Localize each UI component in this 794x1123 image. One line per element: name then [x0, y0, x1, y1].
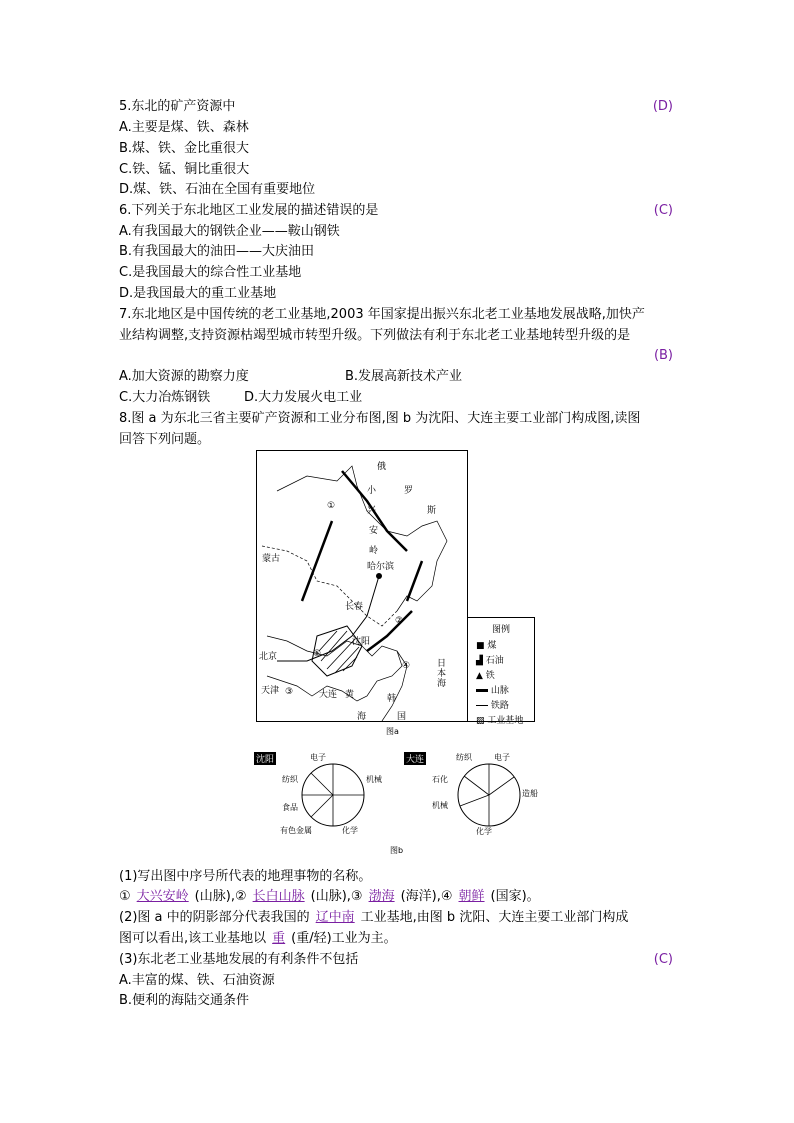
sub3-option-b: B.便利的海陆交通条件 [119, 993, 250, 1008]
pie-dalian-label-textile: 纺织 [456, 753, 472, 762]
legend-mountain [476, 683, 534, 696]
sub3-answer: (C) [653, 952, 673, 967]
legend-title: 图例 [491, 625, 510, 635]
legend-base: ▨ 工业基地 [476, 716, 524, 726]
sub1-answer-2: 长白山脉 [252, 889, 305, 904]
map-legend [467, 617, 535, 726]
map-label-korea: 韩 [387, 694, 397, 704]
mountain-4 [367, 611, 412, 651]
q7-stem-line2: 业结构调整,支持资源枯竭型城市转型升级。下列做法有利于东北老工业基地转型升级的是 [119, 328, 631, 343]
q5-option-b: B.煤、铁、金比重很大 [119, 141, 250, 156]
q7-option-a: A.加大资源的勘察力度 [119, 369, 249, 384]
q5-option-a: A.主要是煤、铁、森林 [119, 120, 249, 135]
legend-iron-label: 铁 [485, 671, 495, 681]
map-label-xiao3: 安 [369, 526, 379, 536]
sub2-answer-1: 辽中南 [315, 910, 355, 925]
pie-shenyang-title: 沈阳 [254, 752, 276, 765]
legend-iron: ▲ 铁 [476, 671, 495, 681]
q5-answer: (D) [652, 99, 673, 114]
map-number-3: ③ [285, 687, 294, 697]
map-number-5: ⑤ [313, 649, 322, 659]
pie-shenyang-label-electronics: 电子 [310, 753, 326, 762]
q5-option-c: C.铁、锰、铜比重很大 [119, 162, 250, 177]
legend-coal-label: 煤 [487, 641, 497, 651]
pie-shenyang [300, 762, 366, 828]
q5-option-d: D.煤、铁、石油在全国有重要地位 [119, 182, 316, 197]
sub2-line2-post: (重/轻)工业为主。 [291, 931, 397, 946]
map-label-dalian: 大连 [319, 690, 338, 700]
sub2-mid: 工业基地,由图 b 沈阳、大连主要工业部门构成 [360, 910, 629, 925]
map-number-4: ④ [402, 661, 411, 671]
q7-answer: (B) [653, 348, 673, 363]
legend-coal: ■ 煤 [476, 641, 497, 651]
legend-railway-label: 铁路 [490, 701, 509, 711]
sub3-stem: (3)东北老工业基地发展的有利条件不包括 [119, 952, 359, 967]
sub2-line2-pre: 图可以看出,该工业基地以 [119, 931, 267, 946]
sub2-line2 [119, 929, 397, 949]
map-label-huang: 黄 [345, 690, 355, 700]
pie-dalian-label-machinery: 机械 [432, 801, 448, 810]
pie-shenyang-label-machinery: 机械 [366, 775, 382, 784]
map-label-hai: 海 [357, 712, 367, 722]
map-label-russia1: 俄 [377, 462, 387, 472]
sub2-line1 [119, 908, 628, 928]
map-label-beijing: 北京 [259, 652, 278, 662]
pie-dalian-label-shipbuilding: 造船 [522, 789, 538, 798]
q7-option-b: B.发展高新技术产业 [345, 369, 463, 384]
sub1-stem: (1)写出图中序号所代表的地理事物的名称。 [119, 869, 372, 884]
pie-shenyang-label-textile: 纺织 [282, 775, 298, 784]
sub1-s1: (山脉),② [194, 889, 247, 904]
sub1-s3: (海洋),④ [400, 889, 453, 904]
map-label-changchun: 长春 [345, 602, 364, 612]
pie-dalian-label-electronics: 电子 [494, 753, 510, 762]
legend-railway [476, 698, 534, 711]
q6-option-a: A.有我国最大的钢铁企业——鞍山钢铁 [119, 224, 340, 239]
legend-base-label: 工业基地 [487, 716, 524, 726]
pie-shenyang-label-chemical: 化学 [342, 826, 358, 835]
q6-option-d: D.是我国最大的重工业基地 [119, 286, 277, 301]
q6-option-c: C.是我国最大的综合性工业基地 [119, 265, 302, 280]
map-number-2: ② [395, 616, 404, 626]
mountain-3 [407, 561, 422, 601]
map-label-russia3: 斯 [427, 506, 437, 516]
sub1-p1: ① [119, 889, 131, 904]
figure-b-caption: 图b [390, 846, 404, 855]
q7-option-d: D.大力发展火电工业 [244, 390, 363, 405]
legend-oil-label: 石油 [485, 656, 504, 666]
map-label-harbin: 哈尔滨 [367, 562, 395, 572]
q8-stem-line1: 8.图 a 为东北三省主要矿产资源和工业分布图,图 b 为沈阳、大连主要工业部门构成图,读图 [119, 411, 641, 426]
map-label-tianjin: 天津 [261, 686, 280, 696]
q5-stem: 5.东北的矿产资源中 [119, 99, 236, 114]
map-label-japan1: 日 [437, 659, 447, 669]
sub2-pre: (2)图 a 中的阴影部分代表我国的 [119, 910, 310, 925]
pie-dalian-label-chemical: 化学 [476, 827, 492, 836]
sub1-s4: (国家)。 [490, 889, 540, 904]
sub1-answer-1: 大兴安岭 [136, 889, 189, 904]
border-north [277, 466, 447, 611]
pie-shenyang-label-food: 食品 [282, 803, 298, 812]
harbin-dot [376, 573, 382, 579]
map-label-japan2: 本 [437, 669, 447, 679]
pie-shenyang-label-metal: 有色金属 [280, 826, 312, 835]
map-label-mongolia: 蒙古 [262, 554, 281, 564]
legend-oil: ▟ 石油 [476, 656, 504, 666]
map-label-xiao4: 岭 [369, 546, 379, 556]
sub1-answer-line [119, 887, 540, 907]
pie-dalian [456, 762, 522, 828]
railway [277, 576, 379, 661]
map-label-shenyang: 沈阳 [352, 637, 371, 647]
map-label-xiao1: 小 [367, 486, 377, 496]
sub1-s2: (山脉),③ [310, 889, 363, 904]
q6-answer: (C) [653, 203, 673, 218]
map-label-guo: 国 [397, 712, 407, 722]
sub3-option-a: A.丰富的煤、铁、石油资源 [119, 973, 275, 988]
q6-option-b: B.有我国最大的油田——大庆油田 [119, 244, 315, 259]
q7-option-c: C.大力冶炼钢铁 [119, 390, 211, 405]
pie-dalian-title: 大连 [404, 752, 426, 765]
q7-stem-line1: 7.东北地区是中国传统的老工业基地,2003 年国家提出振兴东北老工业基地发展战略,加快产 [119, 307, 645, 322]
map-label-japan3: 海 [437, 679, 447, 689]
map-number-1: ① [327, 501, 336, 511]
border-province [262, 546, 397, 626]
map-figure-a [256, 450, 468, 722]
legend-mountain-label: 山脉 [490, 686, 509, 696]
pie-dalian-label-petrochem: 石化 [432, 775, 448, 784]
sub2-answer-2: 重 [272, 931, 286, 946]
figure-a-caption: 图a [386, 727, 399, 736]
q6-stem: 6.下列关于东北地区工业发展的描述错误的是 [119, 203, 379, 218]
q8-stem-line2: 回答下列问题。 [119, 432, 211, 447]
sub1-answer-3: 渤海 [368, 889, 395, 904]
map-label-xiao2: 兴 [367, 506, 377, 516]
map-label-russia2: 罗 [404, 486, 414, 496]
sub1-answer-4: 朝鲜 [458, 889, 485, 904]
